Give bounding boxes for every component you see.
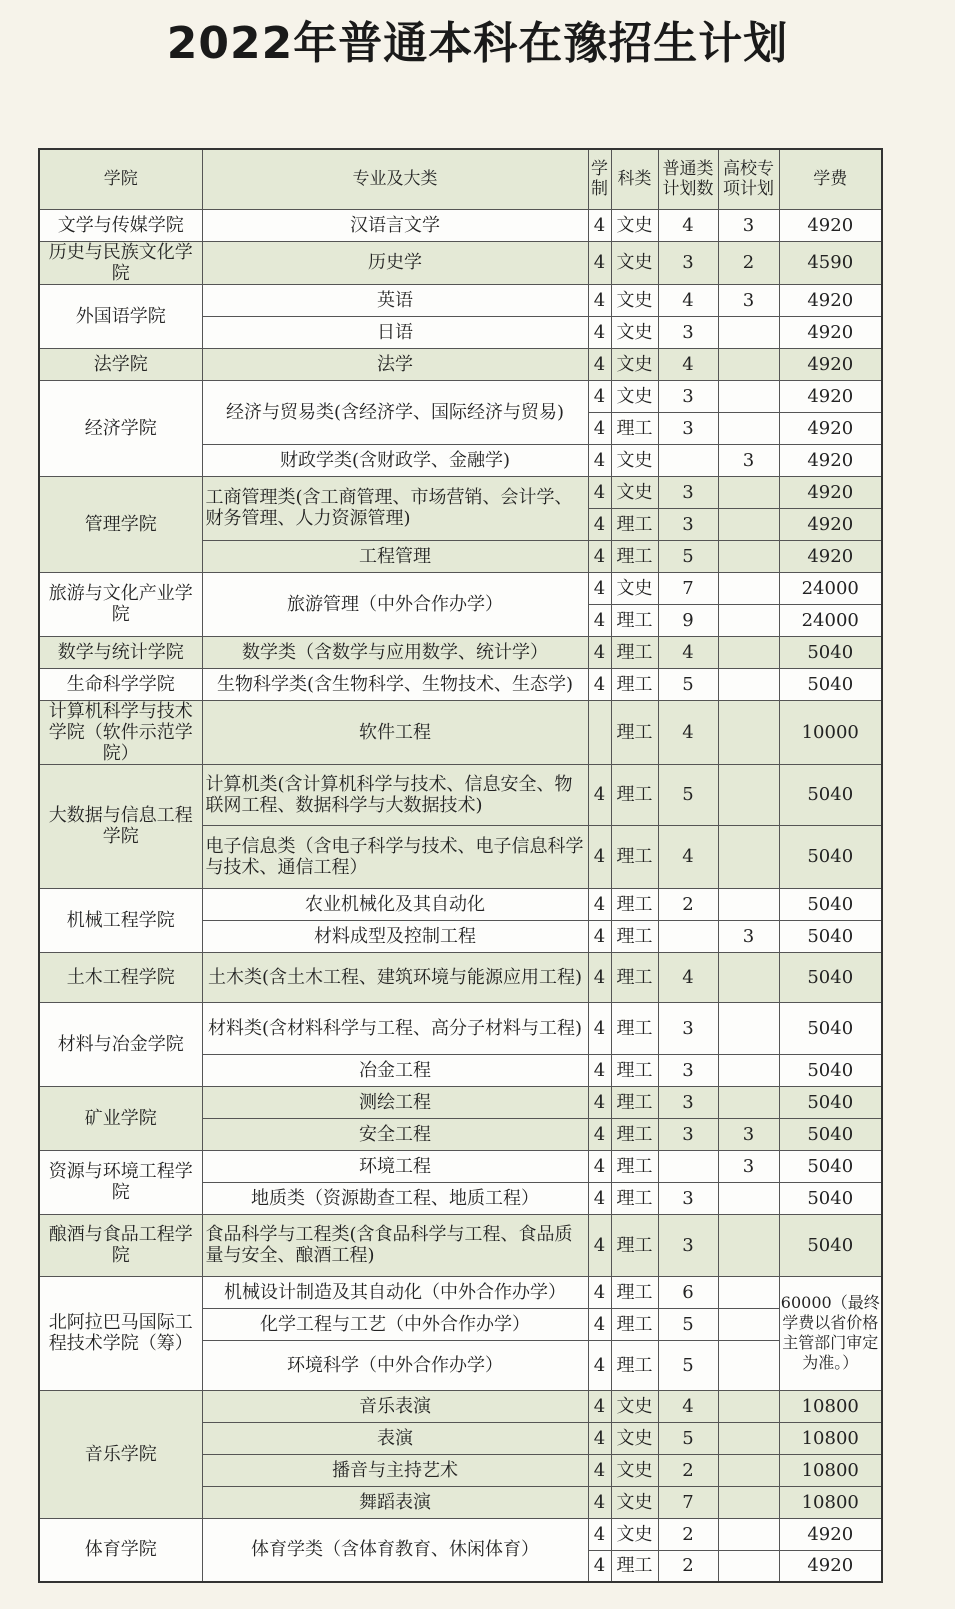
category-cell: 文史 xyxy=(611,1454,658,1486)
category-cell: 理工 xyxy=(611,1086,658,1118)
special-plan-cell xyxy=(718,348,779,380)
general-plan-cell: 3 xyxy=(658,412,718,444)
header-row xyxy=(39,149,882,209)
special-plan-cell xyxy=(718,1086,779,1118)
general-plan-cell xyxy=(658,920,718,952)
tuition-cell: 5040 xyxy=(779,1214,882,1276)
category-cell: 文史 xyxy=(611,209,658,241)
table-row xyxy=(39,348,882,380)
tuition-cell: 10800 xyxy=(779,1454,882,1486)
major-name: 环境工程 xyxy=(202,1150,588,1182)
table-row xyxy=(39,476,882,508)
tuition-cell: 10000 xyxy=(779,700,882,764)
years-cell: 4 xyxy=(588,1340,611,1390)
major-name: 测绘工程 xyxy=(202,1086,588,1118)
special-plan-cell: 3 xyxy=(718,444,779,476)
category-cell: 理工 xyxy=(611,1308,658,1340)
special-plan-cell: 3 xyxy=(718,1118,779,1150)
category-cell: 文史 xyxy=(611,444,658,476)
page-title: 2022年普通本科在豫招生计划 xyxy=(166,18,789,69)
years-cell: 4 xyxy=(588,1054,611,1086)
years-cell: 4 xyxy=(588,572,611,604)
category-cell: 理工 xyxy=(611,952,658,1002)
general-plan-cell: 3 xyxy=(658,1086,718,1118)
major-name: 计算机类(含计算机科学与技术、信息安全、物联网工程、数据科学与大数据技术) xyxy=(202,764,588,825)
major-name: 软件工程 xyxy=(202,700,588,764)
tuition-cell: 10800 xyxy=(779,1422,882,1454)
col-header-special-plan: 高校专项计划 xyxy=(718,149,779,209)
special-plan-cell xyxy=(718,476,779,508)
years-cell: 4 xyxy=(588,1118,611,1150)
years-cell: 4 xyxy=(588,764,611,825)
tuition-cell: 5040 xyxy=(779,1150,882,1182)
category-cell: 文史 xyxy=(611,1390,658,1422)
major-name: 食品科学与工程类(含食品科学与工程、食品质量与安全、酿酒工程) xyxy=(202,1214,588,1276)
years-cell: 4 xyxy=(588,1422,611,1454)
table-row xyxy=(39,888,882,920)
major-name: 法学 xyxy=(202,348,588,380)
major-name: 舞蹈表演 xyxy=(202,1486,588,1518)
tuition-cell: 5040 xyxy=(779,1182,882,1214)
years-cell: 4 xyxy=(588,1276,611,1308)
category-cell: 文史 xyxy=(611,380,658,412)
major-name: 英语 xyxy=(202,284,588,316)
college-name: 经济学院 xyxy=(39,380,202,476)
category-cell: 理工 xyxy=(611,1550,658,1582)
table-row xyxy=(39,1150,882,1182)
special-plan-cell xyxy=(718,380,779,412)
tuition-cell: 4920 xyxy=(779,380,882,412)
special-plan-cell xyxy=(718,636,779,668)
special-plan-cell xyxy=(718,540,779,572)
tuition-cell: 5040 xyxy=(779,1054,882,1086)
category-cell: 理工 xyxy=(611,604,658,636)
tuition-cell: 4920 xyxy=(779,476,882,508)
table-row xyxy=(39,1518,882,1550)
special-plan-cell: 3 xyxy=(718,1150,779,1182)
general-plan-cell: 3 xyxy=(658,241,718,284)
tuition-cell: 4920 xyxy=(779,284,882,316)
table-row xyxy=(39,764,882,825)
tuition-cell: 5040 xyxy=(779,920,882,952)
category-cell: 理工 xyxy=(611,636,658,668)
category-cell: 理工 xyxy=(611,1214,658,1276)
college-name: 材料与冶金学院 xyxy=(39,1002,202,1086)
general-plan-cell xyxy=(658,444,718,476)
general-plan-cell: 4 xyxy=(658,636,718,668)
special-plan-cell xyxy=(718,1182,779,1214)
major-name: 日语 xyxy=(202,316,588,348)
major-name: 化学工程与工艺（中外合作办学） xyxy=(202,1308,588,1340)
tuition-cell: 5040 xyxy=(779,636,882,668)
table-row xyxy=(39,241,882,284)
general-plan-cell: 4 xyxy=(658,1390,718,1422)
years-cell: 4 xyxy=(588,348,611,380)
special-plan-cell xyxy=(718,1518,779,1550)
tuition-cell: 60000（最终学费以省价格主管部门审定为准。） xyxy=(779,1276,882,1390)
special-plan-cell xyxy=(718,1002,779,1054)
general-plan-cell: 3 xyxy=(658,1002,718,1054)
tuition-cell: 4590 xyxy=(779,241,882,284)
category-cell: 文史 xyxy=(611,241,658,284)
years-cell: 4 xyxy=(588,1390,611,1422)
major-name: 音乐表演 xyxy=(202,1390,588,1422)
category-cell: 文史 xyxy=(611,1486,658,1518)
general-plan-cell: 3 xyxy=(658,508,718,540)
special-plan-cell xyxy=(718,1422,779,1454)
general-plan-cell: 6 xyxy=(658,1276,718,1308)
special-plan-cell: 2 xyxy=(718,241,779,284)
table-row xyxy=(39,1086,882,1118)
category-cell: 理工 xyxy=(611,1150,658,1182)
category-cell: 理工 xyxy=(611,412,658,444)
special-plan-cell xyxy=(718,1486,779,1518)
special-plan-cell xyxy=(718,668,779,700)
general-plan-cell: 5 xyxy=(658,1422,718,1454)
years-cell: 4 xyxy=(588,636,611,668)
category-cell: 理工 xyxy=(611,668,658,700)
major-name: 经济与贸易类(含经济学、国际经济与贸易) xyxy=(202,380,588,444)
college-name: 生命科学学院 xyxy=(39,668,202,700)
general-plan-cell: 5 xyxy=(658,764,718,825)
major-name: 安全工程 xyxy=(202,1118,588,1150)
special-plan-cell: 3 xyxy=(718,209,779,241)
years-cell: 4 xyxy=(588,1550,611,1582)
special-plan-cell xyxy=(718,572,779,604)
college-name: 管理学院 xyxy=(39,476,202,572)
major-name: 材料类(含材料科学与工程、高分子材料与工程) xyxy=(202,1002,588,1054)
years-cell: 4 xyxy=(588,476,611,508)
tuition-cell: 5040 xyxy=(779,764,882,825)
table-row xyxy=(39,700,882,764)
years-cell: 4 xyxy=(588,668,611,700)
general-plan-cell: 3 xyxy=(658,1182,718,1214)
category-cell: 文史 xyxy=(611,316,658,348)
years-cell: 4 xyxy=(588,1182,611,1214)
special-plan-cell xyxy=(718,700,779,764)
major-name: 机械设计制造及其自动化（中外合作办学） xyxy=(202,1276,588,1308)
major-name: 历史学 xyxy=(202,241,588,284)
years-cell: 4 xyxy=(588,1518,611,1550)
college-name: 旅游与文化产业学院 xyxy=(39,572,202,636)
years-cell: 4 xyxy=(588,1002,611,1054)
major-name: 播音与主持艺术 xyxy=(202,1454,588,1486)
years-cell: 4 xyxy=(588,540,611,572)
special-plan-cell: 3 xyxy=(718,284,779,316)
special-plan-cell xyxy=(718,412,779,444)
major-name: 工程管理 xyxy=(202,540,588,572)
college-name: 酿酒与食品工程学院 xyxy=(39,1214,202,1276)
general-plan-cell: 4 xyxy=(658,284,718,316)
years-cell: 4 xyxy=(588,1214,611,1276)
general-plan-cell: 3 xyxy=(658,1214,718,1276)
col-header-category: 科类 xyxy=(611,149,658,209)
category-cell: 理工 xyxy=(611,888,658,920)
category-cell: 文史 xyxy=(611,348,658,380)
tuition-cell: 24000 xyxy=(779,572,882,604)
category-cell: 文史 xyxy=(611,1518,658,1550)
tuition-cell: 4920 xyxy=(779,1550,882,1582)
years-cell: 4 xyxy=(588,1086,611,1118)
general-plan-cell: 3 xyxy=(658,1118,718,1150)
college-name: 外国语学院 xyxy=(39,284,202,348)
special-plan-cell xyxy=(718,825,779,888)
college-name: 法学院 xyxy=(39,348,202,380)
special-plan-cell: 3 xyxy=(718,920,779,952)
years-cell: 4 xyxy=(588,316,611,348)
tuition-cell: 5040 xyxy=(779,1002,882,1054)
major-name: 汉语言文学 xyxy=(202,209,588,241)
col-header-major: 专业及大类 xyxy=(202,149,588,209)
category-cell: 文史 xyxy=(611,284,658,316)
major-name: 环境科学（中外合作办学） xyxy=(202,1340,588,1390)
general-plan-cell: 2 xyxy=(658,1550,718,1582)
years-cell: 4 xyxy=(588,888,611,920)
major-name: 旅游管理（中外合作办学） xyxy=(202,572,588,636)
tuition-cell: 24000 xyxy=(779,604,882,636)
general-plan-cell: 4 xyxy=(658,952,718,1002)
category-cell: 理工 xyxy=(611,1054,658,1086)
category-cell: 理工 xyxy=(611,825,658,888)
major-name: 体育学类（含体育教育、休闲体育） xyxy=(202,1518,588,1582)
general-plan-cell: 4 xyxy=(658,209,718,241)
general-plan-cell: 4 xyxy=(658,825,718,888)
years-cell: 4 xyxy=(588,952,611,1002)
table-row xyxy=(39,1002,882,1054)
college-name: 大数据与信息工程学院 xyxy=(39,764,202,888)
college-name: 土木工程学院 xyxy=(39,952,202,1002)
table-row xyxy=(39,952,882,1002)
general-plan-cell: 5 xyxy=(658,668,718,700)
category-cell: 理工 xyxy=(611,1182,658,1214)
general-plan-cell: 5 xyxy=(658,1340,718,1390)
general-plan-cell: 5 xyxy=(658,1308,718,1340)
years-cell: 4 xyxy=(588,1150,611,1182)
general-plan-cell: 7 xyxy=(658,1486,718,1518)
major-name: 农业机械化及其自动化 xyxy=(202,888,588,920)
tuition-cell: 5040 xyxy=(779,952,882,1002)
tuition-cell: 4920 xyxy=(779,209,882,241)
years-cell: 4 xyxy=(588,241,611,284)
category-cell: 理工 xyxy=(611,508,658,540)
general-plan-cell: 7 xyxy=(658,572,718,604)
category-cell: 文史 xyxy=(611,476,658,508)
general-plan-cell: 3 xyxy=(658,1054,718,1086)
general-plan-cell xyxy=(658,1150,718,1182)
tuition-cell: 4920 xyxy=(779,1518,882,1550)
general-plan-cell: 4 xyxy=(658,348,718,380)
special-plan-cell xyxy=(718,952,779,1002)
table-row xyxy=(39,668,882,700)
tuition-cell: 5040 xyxy=(779,825,882,888)
major-name: 地质类（资源勘查工程、地质工程） xyxy=(202,1182,588,1214)
special-plan-cell xyxy=(718,1276,779,1308)
tuition-cell: 5040 xyxy=(779,888,882,920)
tuition-cell: 5040 xyxy=(779,668,882,700)
table-row xyxy=(39,284,882,316)
table-row xyxy=(39,572,882,604)
years-cell: 4 xyxy=(588,920,611,952)
years-cell: 4 xyxy=(588,825,611,888)
category-cell: 理工 xyxy=(611,1118,658,1150)
tuition-cell: 4920 xyxy=(779,540,882,572)
table-row xyxy=(39,380,882,412)
tuition-cell: 4920 xyxy=(779,316,882,348)
college-name: 北阿拉巴马国际工程技术学院（筹） xyxy=(39,1276,202,1390)
major-name: 电子信息类（含电子科学与技术、电子信息科学与技术、通信工程） xyxy=(202,825,588,888)
tuition-cell: 4920 xyxy=(779,348,882,380)
category-cell: 理工 xyxy=(611,540,658,572)
table-row xyxy=(39,1276,882,1308)
tuition-cell: 5040 xyxy=(779,1118,882,1150)
major-name: 工商管理类(含工商管理、市场营销、会计学、财务管理、人力资源管理) xyxy=(202,476,588,540)
category-cell: 理工 xyxy=(611,1340,658,1390)
general-plan-cell: 3 xyxy=(658,316,718,348)
tuition-cell: 4920 xyxy=(779,508,882,540)
special-plan-cell xyxy=(718,1454,779,1486)
years-cell: 4 xyxy=(588,444,611,476)
table-row xyxy=(39,1214,882,1276)
special-plan-cell xyxy=(718,1214,779,1276)
general-plan-cell: 9 xyxy=(658,604,718,636)
special-plan-cell xyxy=(718,888,779,920)
years-cell xyxy=(588,700,611,764)
major-name: 数学类（含数学与应用数学、统计学） xyxy=(202,636,588,668)
years-cell: 4 xyxy=(588,412,611,444)
years-cell: 4 xyxy=(588,209,611,241)
tuition-cell: 5040 xyxy=(779,1086,882,1118)
general-plan-cell: 2 xyxy=(658,888,718,920)
table-row xyxy=(39,636,882,668)
category-cell: 文史 xyxy=(611,1422,658,1454)
college-name: 文学与传媒学院 xyxy=(39,209,202,241)
college-name: 数学与统计学院 xyxy=(39,636,202,668)
col-header-years: 学制 xyxy=(588,149,611,209)
table-row xyxy=(39,209,882,241)
major-name: 冶金工程 xyxy=(202,1054,588,1086)
special-plan-cell xyxy=(718,1308,779,1340)
college-name: 音乐学院 xyxy=(39,1390,202,1518)
years-cell: 4 xyxy=(588,1454,611,1486)
general-plan-cell: 5 xyxy=(658,540,718,572)
special-plan-cell xyxy=(718,604,779,636)
general-plan-cell: 3 xyxy=(658,476,718,508)
tuition-cell: 4920 xyxy=(779,412,882,444)
tuition-cell: 4920 xyxy=(779,444,882,476)
category-cell: 文史 xyxy=(611,572,658,604)
enrollment-plan-table xyxy=(38,148,883,1583)
college-name: 历史与民族文化学院 xyxy=(39,241,202,284)
major-name: 财政学类(含财政学、金融学) xyxy=(202,444,588,476)
special-plan-cell xyxy=(718,1550,779,1582)
college-name: 机械工程学院 xyxy=(39,888,202,952)
college-name: 体育学院 xyxy=(39,1518,202,1582)
major-name: 表演 xyxy=(202,1422,588,1454)
special-plan-cell xyxy=(718,316,779,348)
major-name: 生物科学类(含生物科学、生物技术、生态学) xyxy=(202,668,588,700)
special-plan-cell xyxy=(718,764,779,825)
tuition-cell: 10800 xyxy=(779,1486,882,1518)
years-cell: 4 xyxy=(588,284,611,316)
category-cell: 理工 xyxy=(611,1276,658,1308)
general-plan-cell: 3 xyxy=(658,380,718,412)
table-row xyxy=(39,1390,882,1422)
special-plan-cell xyxy=(718,508,779,540)
years-cell: 4 xyxy=(588,1486,611,1518)
col-header-general-plan: 普通类计划数 xyxy=(658,149,718,209)
general-plan-cell: 2 xyxy=(658,1454,718,1486)
years-cell: 4 xyxy=(588,604,611,636)
years-cell: 4 xyxy=(588,508,611,540)
general-plan-cell: 2 xyxy=(658,1518,718,1550)
major-name: 材料成型及控制工程 xyxy=(202,920,588,952)
major-name: 土木类(含土木工程、建筑环境与能源应用工程) xyxy=(202,952,588,1002)
category-cell: 理工 xyxy=(611,1002,658,1054)
college-name: 资源与环境工程学院 xyxy=(39,1150,202,1214)
col-header-college: 学院 xyxy=(39,149,202,209)
category-cell: 理工 xyxy=(611,920,658,952)
special-plan-cell xyxy=(718,1054,779,1086)
category-cell: 理工 xyxy=(611,700,658,764)
general-plan-cell: 4 xyxy=(658,700,718,764)
special-plan-cell xyxy=(718,1340,779,1390)
tuition-cell: 10800 xyxy=(779,1390,882,1422)
college-name: 矿业学院 xyxy=(39,1086,202,1150)
years-cell: 4 xyxy=(588,1308,611,1340)
category-cell: 理工 xyxy=(611,764,658,825)
col-header-tuition: 学费 xyxy=(779,149,882,209)
special-plan-cell xyxy=(718,1390,779,1422)
college-name: 计算机科学与技术学院（软件示范学院） xyxy=(39,700,202,764)
years-cell: 4 xyxy=(588,380,611,412)
